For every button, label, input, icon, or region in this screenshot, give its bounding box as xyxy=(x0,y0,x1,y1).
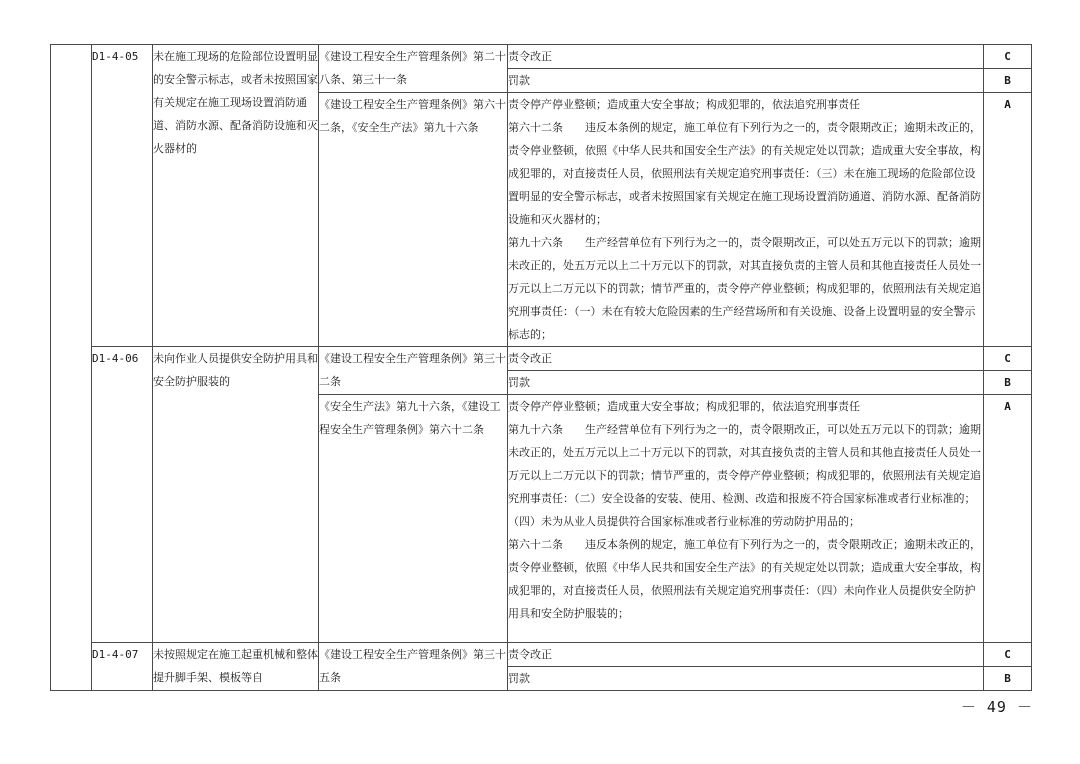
penalty-measure: 责令停产停业整顿；造成重大安全事故；构成犯罪的，依法追究刑事责任 xyxy=(508,400,860,413)
penalty-measure: 责令停产停业整顿；造成重大安全事故；构成犯罪的，依法追究刑事责任 xyxy=(508,98,860,111)
legal-basis: 《建设工程安全生产管理条例》第二十八条、第三十一条 xyxy=(319,45,508,93)
penalty-grade: B xyxy=(984,667,1032,691)
penalty-measure: 责令改正 xyxy=(508,45,984,69)
item-code: D1-4-05 xyxy=(92,45,153,347)
penalty-measure: 罚款 xyxy=(508,371,984,395)
legal-basis: 《建设工程安全生产管理条例》第三十二条 xyxy=(319,347,508,395)
table-row xyxy=(51,45,1032,69)
page-number: － 49 － xyxy=(960,698,1033,716)
penalty-detail xyxy=(508,93,984,347)
penalty-grade: C xyxy=(984,643,1032,667)
penalty-measure: 罚款 xyxy=(508,667,984,691)
violation-description: 未向作业人员提供安全防护用具和安全防护服装的 xyxy=(153,347,319,643)
item-code: D1-4-07 xyxy=(92,643,153,691)
penalty-grade: C xyxy=(984,347,1032,371)
law-article-text: 第九十六条 生产经营单位有下列行为之一的，责令限期改正，可以处五万元以下的罚款；逾期未改正的，处五万元以上二十万元以下的罚款，对其直接负责的主管人员和其他直接责任人员处一万元以上二万元以下的罚款；情节严重的，责令停产停业整顿；构成犯罪的，依照刑法有关规定追究刑事责任：（二）安全设备的安装、使用、检测、改造和报废不符合国家标准或者行业标准的；（四）未为从业人员提供符合国家标准或者行业标准的劳动防护用品的； xyxy=(508,423,981,528)
left-margin-column xyxy=(51,45,92,691)
law-article-text: 第九十六条 生产经营单位有下列行为之一的，责令限期改正，可以处五万元以下的罚款；逾期未改正的，处五万元以上二十万元以下的罚款，对其直接负责的主管人员和其他直接责任人员处一万元以上二万元以下的罚款；情节严重的，责令停产停业整顿；构成犯罪的，依照刑法有关规定追究刑事责任：（一）未在有较大危险因素的生产经营场所和有关设施、设备上设置明显的安全警示标志的； xyxy=(508,236,981,341)
penalty-measure: 罚款 xyxy=(508,69,984,93)
table-row xyxy=(51,347,1032,371)
penalty-measure: 责令改正 xyxy=(508,347,984,371)
penalty-measure: 责令改正 xyxy=(508,643,984,667)
law-article-text: 第六十二条 违反本条例的规定，施工单位有下列行为之一的，责令限期改正；逾期未改正的，责令停业整顿，依照《中华人民共和国安全生产法》的有关规定处以罚款；造成重大安全事故，构成犯罪的，对直接责任人员，依照刑法有关规定追究刑事责任：（三）未在施工现场的危险部位设置明显的安全警示标志，或者未按照国家有关规定在施工现场设置消防通道、消防水源、配备消防设施和灭火器材的； xyxy=(508,121,981,226)
table-row xyxy=(51,643,1032,667)
penalty-grade: C xyxy=(984,45,1032,69)
penalty-grade: A xyxy=(984,395,1032,643)
violation-description: 未按照规定在施工起重机械和整体提升脚手架、模板等自 xyxy=(153,643,319,691)
penalty-grade: B xyxy=(984,69,1032,93)
penalty-grade: B xyxy=(984,371,1032,395)
penalty-detail xyxy=(508,395,984,643)
penalty-standard-table xyxy=(50,44,1032,691)
legal-basis: 《建设工程安全生产管理条例》第六十二条，《安全生产法》第九十六条 xyxy=(319,93,508,347)
law-article-text: 第六十二条 违反本条例的规定，施工单位有下列行为之一的，责令限期改正；逾期未改正的，责令停业整顿，依照《中华人民共和国安全生产法》的有关规定处以罚款；造成重大安全事故，构成犯罪的，对直接责任人员，依照刑法有关规定追究刑事责任：（四）未向作业人员提供安全防护用具和安全防护服装的； xyxy=(508,538,981,620)
legal-basis: 《建设工程安全生产管理条例》第三十五条 xyxy=(319,643,508,691)
legal-basis: 《安全生产法》第九十六条，《建设工程安全生产管理条例》第六十二条 xyxy=(319,395,508,643)
item-code: D1-4-06 xyxy=(92,347,153,643)
penalty-grade: A xyxy=(984,93,1032,347)
violation-description: 未在施工现场的危险部位设置明显的安全警示标志，或者未按照国家有关规定在施工现场设置消防通道、消防水源、配备消防设施和灭火器材的 xyxy=(153,45,319,347)
